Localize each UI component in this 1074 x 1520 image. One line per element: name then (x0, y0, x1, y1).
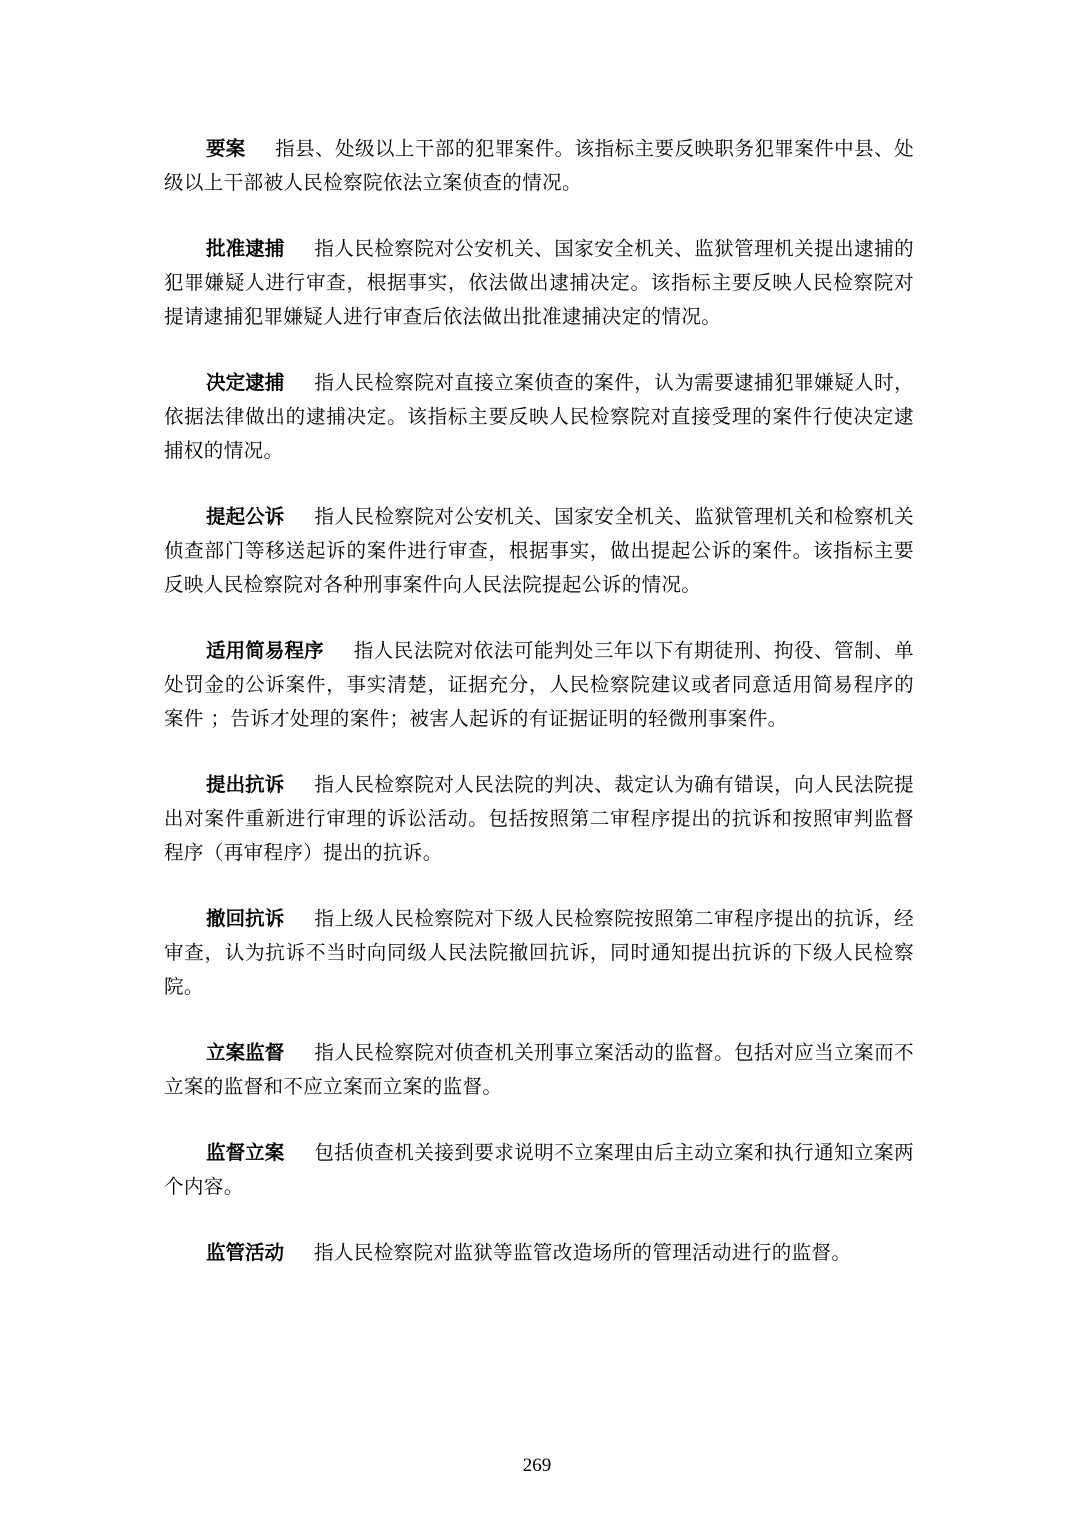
entry-term: 撤回抗诉 (206, 907, 285, 930)
entry-definition: 指人民检察院对监狱等监管改造场所的管理活动进行的监督。 (314, 1241, 852, 1264)
glossary-entry-shiyong-jianyi-chengxu (164, 634, 914, 736)
entry-term: 提起公诉 (206, 505, 285, 528)
entry-definition: 指人民法院对依法可能判处三年以下有期徒刑、拘役、管制、单处罚金的公诉案件，事实清楚，证据充分，人民检察院建议或者同意适用简易程序的案件 ；告诉才处理的案件；被害人起诉的有证据证明的轻微刑事案件。 (164, 639, 914, 730)
page-number: 269 (522, 1455, 552, 1476)
entry-definition: 指人民检察院对侦查机关刑事立案活动的监督。包括对应当立案而不立案的监督和不应立案而立案的监督。 (164, 1041, 914, 1098)
entry-definition: 包括侦查机关接到要求说明不立案理由后主动立案和执行通知立案两个内容。 (164, 1141, 914, 1198)
glossary-entry-jiandu-lian (164, 1136, 914, 1204)
entry-term: 监督立案 (206, 1141, 285, 1164)
glossary-entry-tiqi-gongsu (164, 500, 914, 602)
entry-term: 提出抗诉 (206, 773, 285, 796)
entry-term: 立案监督 (206, 1041, 285, 1064)
entry-term: 监管活动 (206, 1241, 285, 1264)
glossary-entries (164, 132, 914, 1302)
glossary-entry-tichu-kangsu (164, 768, 914, 870)
entry-definition: 指人民检察院对直接立案侦查的案件，认为需要逮捕犯罪嫌疑人时，依据法律做出的逮捕决定。该指标主要反映人民检察院对直接受理的案件行使决定逮捕权的情况。 (164, 371, 914, 462)
entry-definition: 指人民检察院对公安机关、国家安全机关、监狱管理机关提出逮捕的犯罪嫌疑人进行审查，根据事实，依法做出逮捕决定。该指标主要反映人民检察院对提请逮捕犯罪嫌疑人进行审查后依法做出批准逮捕决定的情况。 (164, 237, 914, 328)
entry-term: 批准逮捕 (206, 237, 285, 260)
entry-definition: 指人民检察院对公安机关、国家安全机关、监狱管理机关和检察机关侦查部门等移送起诉的案件进行审查，根据事实，做出提起公诉的案件。该指标主要反映人民检察院对各种刑事案件向人民法院提起公诉的情况。 (164, 505, 914, 596)
entry-term: 要案 (206, 137, 246, 160)
glossary-entry-lian-jiandu (164, 1036, 914, 1104)
glossary-entry-jueding-daibu (164, 366, 914, 468)
entry-term: 适用简易程序 (206, 639, 324, 662)
entry-definition: 指上级人民检察院对下级人民检察院按照第二审程序提出的抗诉，经审查，认为抗诉不当时向同级人民法院撤回抗诉，同时通知提出抗诉的下级人民检察院。 (164, 907, 914, 998)
entry-definition: 指人民检察院对人民法院的判决、裁定认为确有错误，向人民法院提出对案件重新进行审理的诉讼活动。包括按照第二审程序提出的抗诉和按照审判监督程序（再审程序）提出的抗诉。 (164, 773, 914, 864)
glossary-entry-pizhun-daibu (164, 232, 914, 334)
entry-definition: 指县、处级以上干部的犯罪案件。该指标主要反映职务犯罪案件中县、处级以上干部被人民检察院依法立案侦查的情况。 (164, 137, 914, 194)
glossary-entry-yaoan (164, 132, 914, 200)
glossary-entry-chehui-kangsu (164, 902, 914, 1004)
entry-term: 决定逮捕 (206, 371, 285, 394)
glossary-entry-jianguan-huodong (164, 1236, 914, 1270)
